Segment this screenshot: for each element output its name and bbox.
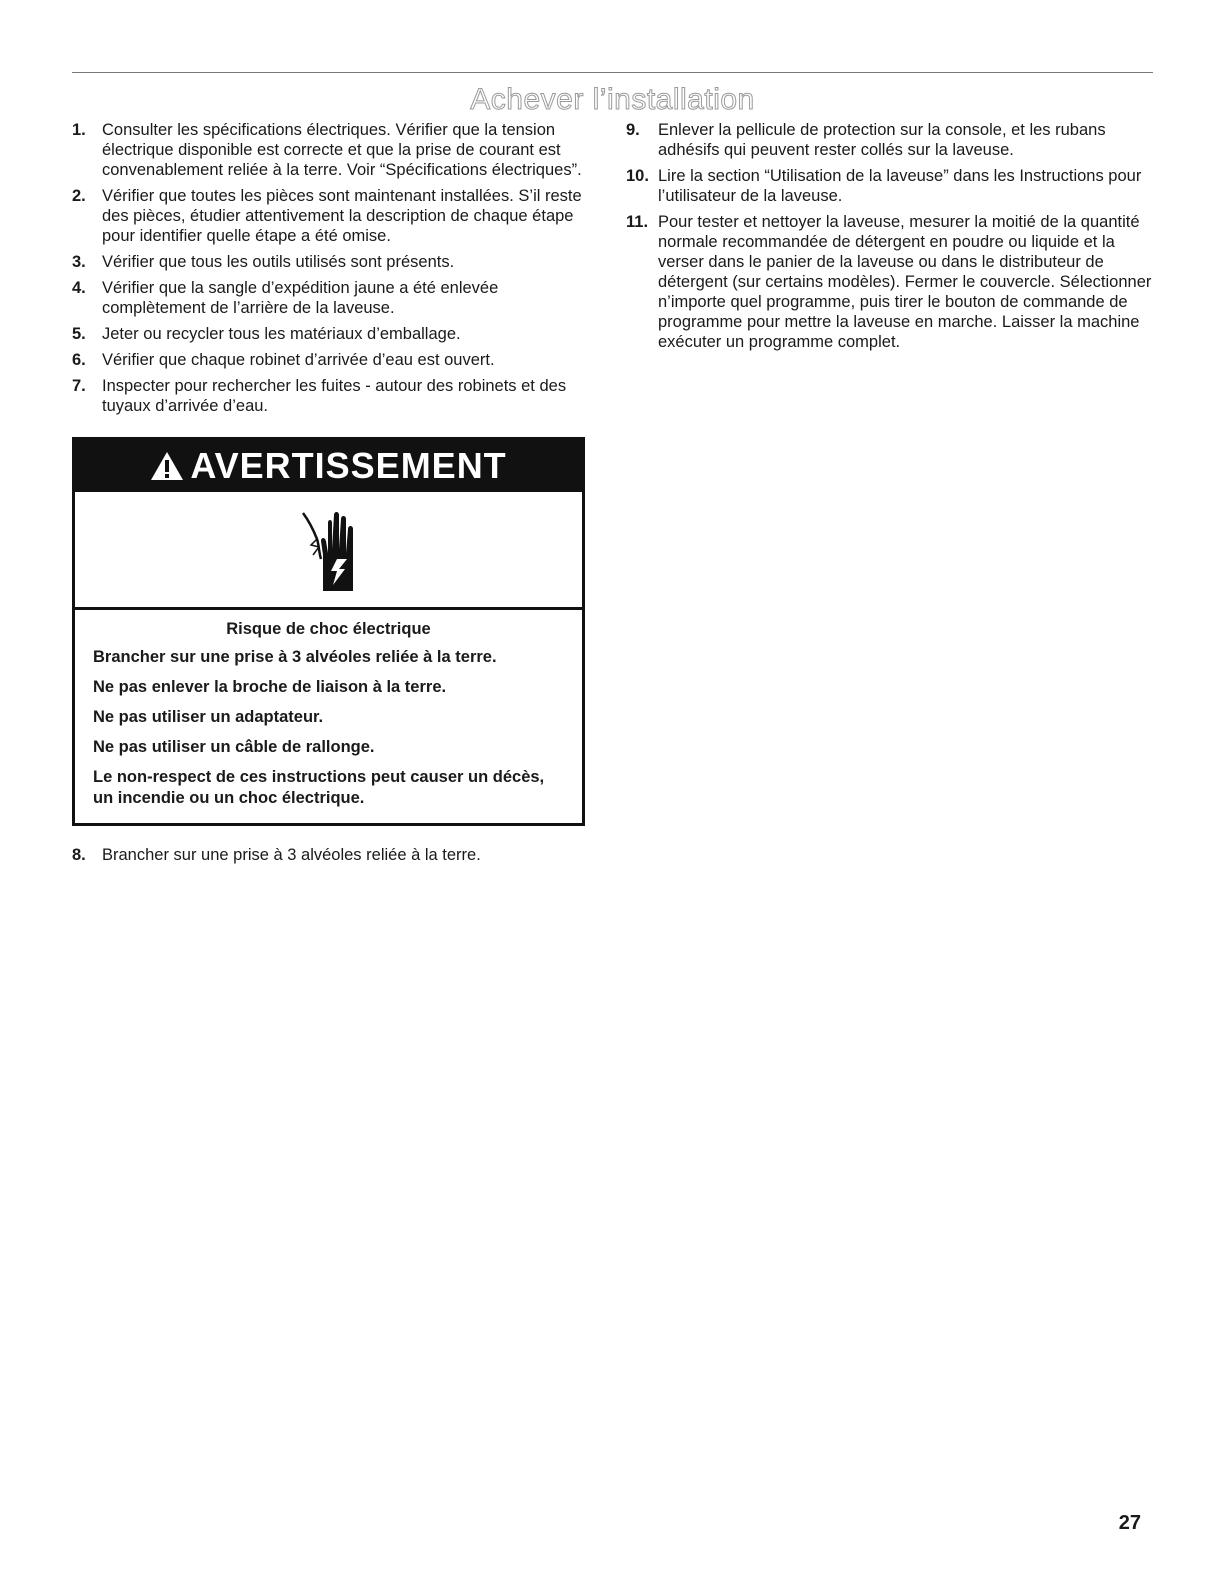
warning-header [75, 440, 582, 492]
warning-risk-heading: Risque de choc électrique [226, 620, 431, 638]
warning-triangle-icon [150, 451, 184, 481]
step-text: Vérifier que tous les outils utilisés sont présents. [102, 253, 455, 271]
step-number: 6. [72, 351, 86, 369]
list-item [72, 252, 592, 272]
step-text: Enlever la pellicule de protection sur la console, et les rubans adhésifs qui peuvent rester collés sur la laveuse. [658, 121, 1106, 159]
list-item [626, 120, 1153, 160]
page-number: 27 [1118, 1512, 1141, 1534]
step-text: Vérifier que chaque robinet d’arrivée d’eau est ouvert. [102, 351, 495, 369]
step-text: Brancher sur une prise à 3 alvéoles reliée à la terre. [102, 846, 481, 864]
list-item [626, 166, 1153, 206]
left-column [72, 120, 592, 422]
step-number: 5. [72, 325, 86, 343]
step-text: Lire la section “Utilisation de la laveuse” dans les Instructions pour l’utilisateur de la laveuse. [658, 167, 1142, 205]
warning-body [75, 610, 582, 809]
warning-title: AVERTISSEMENT [190, 445, 507, 486]
warning-line: Ne pas utiliser un câble de rallonge. [93, 738, 375, 756]
step-number: 8. [72, 846, 86, 864]
step-number: 4. [72, 279, 86, 297]
step-number: 9. [626, 121, 640, 139]
electric-shock-hand-icon [289, 501, 369, 598]
step-text: Consulter les spécifications électriques. Vérifier que la tension électrique disponible est correcte et que la prise de courant est convenablement reliée à la terre. Voir “Spécifications électriques”. [102, 121, 582, 179]
list-item [72, 845, 592, 865]
page-title: Achever l’installation [470, 83, 755, 116]
step-number: 3. [72, 253, 86, 271]
warning-line: Ne pas utiliser un adaptateur. [93, 708, 324, 726]
step-text: Vérifier que toutes les pièces sont maintenant installées. S’il reste des pièces, étudier attentivement la description de chaque étape pour identifier quelle étape a été omise. [102, 187, 582, 245]
top-rule [72, 72, 1153, 73]
warning-box [72, 437, 585, 826]
step-number: 11. [626, 213, 649, 231]
step-8-list [72, 845, 592, 865]
list-item [72, 278, 592, 318]
step-number: 10. [626, 167, 649, 185]
left-steps-list [72, 120, 592, 416]
warning-line: Ne pas enlever la broche de liaison à la terre. [93, 678, 447, 696]
warning-icon-area [75, 492, 582, 610]
step-8 [72, 845, 592, 871]
right-column [626, 120, 1153, 358]
step-text: Pour tester et nettoyer la laveuse, mesurer la moitié de la quantité normale recommandée de détergent en poudre ou liquide et la verser dans le panier de la laveuse ou dans le distributeur de détergent (sur certains modèles). Fermer le couvercle. Sélectionner n’importe quel programme, puis tirer le bouton de commande de programme pour mettre la laveuse en marche. Laisser la machine exécuter un programme complet. [658, 213, 1152, 351]
warning-line: Le non-respect de ces instructions peut causer un décès, un incendie ou un choc électrique. [93, 768, 545, 807]
list-item [72, 324, 592, 344]
list-item [72, 186, 592, 246]
right-steps-list [626, 120, 1153, 352]
list-item [626, 212, 1153, 352]
step-text: Vérifier que la sangle d’expédition jaune a été enlevée complètement de l’arrière de la laveuse. [102, 279, 499, 317]
list-item [72, 376, 592, 416]
warning-line: Brancher sur une prise à 3 alvéoles reliée à la terre. [93, 648, 497, 666]
step-text: Jeter ou recycler tous les matériaux d’emballage. [102, 325, 461, 343]
step-text: Inspecter pour rechercher les fuites - autour des robinets et des tuyaux d’arrivée d’eau. [102, 377, 567, 415]
step-number: 1. [72, 121, 86, 139]
list-item [72, 120, 592, 180]
step-number: 2. [72, 187, 86, 205]
step-number: 7. [72, 377, 86, 395]
list-item [72, 350, 592, 370]
